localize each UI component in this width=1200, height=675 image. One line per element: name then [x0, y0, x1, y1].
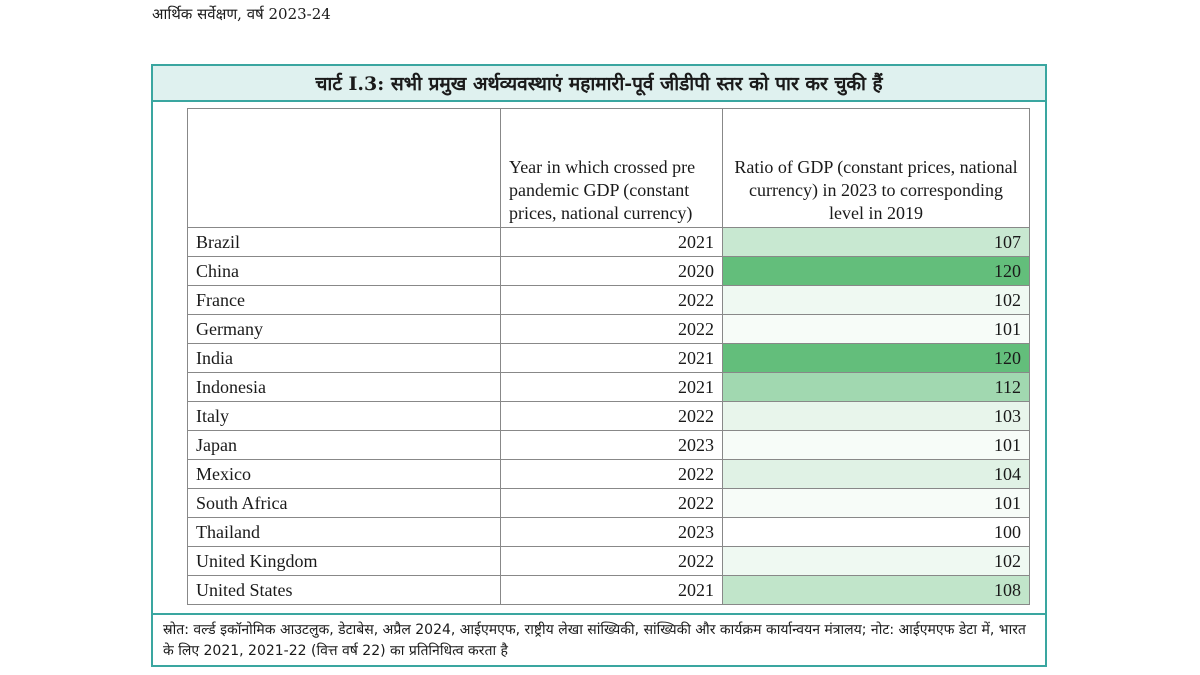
year-cell: 2022: [501, 460, 723, 489]
table-row: [188, 257, 1030, 286]
year-cell: 2021: [501, 344, 723, 373]
country-cell: Brazil: [188, 228, 501, 257]
ratio-cell: 120: [723, 257, 1030, 286]
year-cell: 2023: [501, 518, 723, 547]
country-cell: Thailand: [188, 518, 501, 547]
ratio-cell: 101: [723, 431, 1030, 460]
table-row: [188, 460, 1030, 489]
year-cell: 2021: [501, 228, 723, 257]
ratio-cell: 103: [723, 402, 1030, 431]
table-row: [188, 402, 1030, 431]
table-row: [188, 344, 1030, 373]
country-cell: Japan: [188, 431, 501, 460]
year-cell: 2021: [501, 373, 723, 402]
ratio-cell: 101: [723, 489, 1030, 518]
header-country: [188, 109, 501, 228]
year-cell: 2022: [501, 489, 723, 518]
year-cell: 2020: [501, 257, 723, 286]
table-row: [188, 286, 1030, 315]
chart-panel: [151, 64, 1047, 667]
header-ratio: Ratio of GDP (constant prices, national currency) in 2023 to corresponding level in 2019: [723, 109, 1030, 228]
table-header-row: [188, 109, 1030, 228]
year-cell: 2022: [501, 402, 723, 431]
table-row: [188, 228, 1030, 257]
year-cell: 2022: [501, 547, 723, 576]
table-body: [188, 228, 1030, 605]
year-cell: 2023: [501, 431, 723, 460]
country-cell: Indonesia: [188, 373, 501, 402]
ratio-cell: 104: [723, 460, 1030, 489]
year-cell: 2022: [501, 286, 723, 315]
country-cell: United States: [188, 576, 501, 605]
country-cell: Germany: [188, 315, 501, 344]
running-header: आर्थिक सर्वेक्षण, वर्ष 2023-24: [152, 5, 331, 23]
gdp-table: [187, 108, 1030, 605]
table-row: [188, 518, 1030, 547]
country-cell: South Africa: [188, 489, 501, 518]
ratio-cell: 108: [723, 576, 1030, 605]
country-cell: Italy: [188, 402, 501, 431]
country-cell: India: [188, 344, 501, 373]
table-row: [188, 431, 1030, 460]
ratio-cell: 102: [723, 547, 1030, 576]
ratio-cell: 100: [723, 518, 1030, 547]
country-cell: China: [188, 257, 501, 286]
table-row: [188, 373, 1030, 402]
country-cell: Mexico: [188, 460, 501, 489]
year-cell: 2022: [501, 315, 723, 344]
ratio-cell: 107: [723, 228, 1030, 257]
table-row: [188, 547, 1030, 576]
source-note: स्रोत: वर्ल्ड इकॉनोमिक आउटलुक, डेटाबेस, अप्रैल 2024, आईएमएफ, राष्ट्रीय लेखा सांख्यिकी, सांख्यिकी और कार्यक्रम कार्यान्वयन मंत्रालय; नोट: आईएमएफ डेटा में, भारत के लिए 2021, 2021-22 (वित्त वर्ष 22) का प्रतिनिधित्व करता है: [153, 613, 1045, 665]
ratio-cell: 101: [723, 315, 1030, 344]
ratio-cell: 120: [723, 344, 1030, 373]
table-row: [188, 315, 1030, 344]
chart-title: चार्ट I.3: सभी प्रमुख अर्थव्यवस्थाएं महामारी-पूर्व जीडीपी स्तर को पार कर चुकी हैं: [153, 66, 1045, 102]
country-cell: France: [188, 286, 501, 315]
year-cell: 2021: [501, 576, 723, 605]
country-cell: United Kingdom: [188, 547, 501, 576]
table-row: [188, 489, 1030, 518]
table-row: [188, 576, 1030, 605]
ratio-cell: 112: [723, 373, 1030, 402]
header-year: Year in which crossed pre pandemic GDP (constant prices, national currency): [501, 109, 723, 228]
ratio-cell: 102: [723, 286, 1030, 315]
